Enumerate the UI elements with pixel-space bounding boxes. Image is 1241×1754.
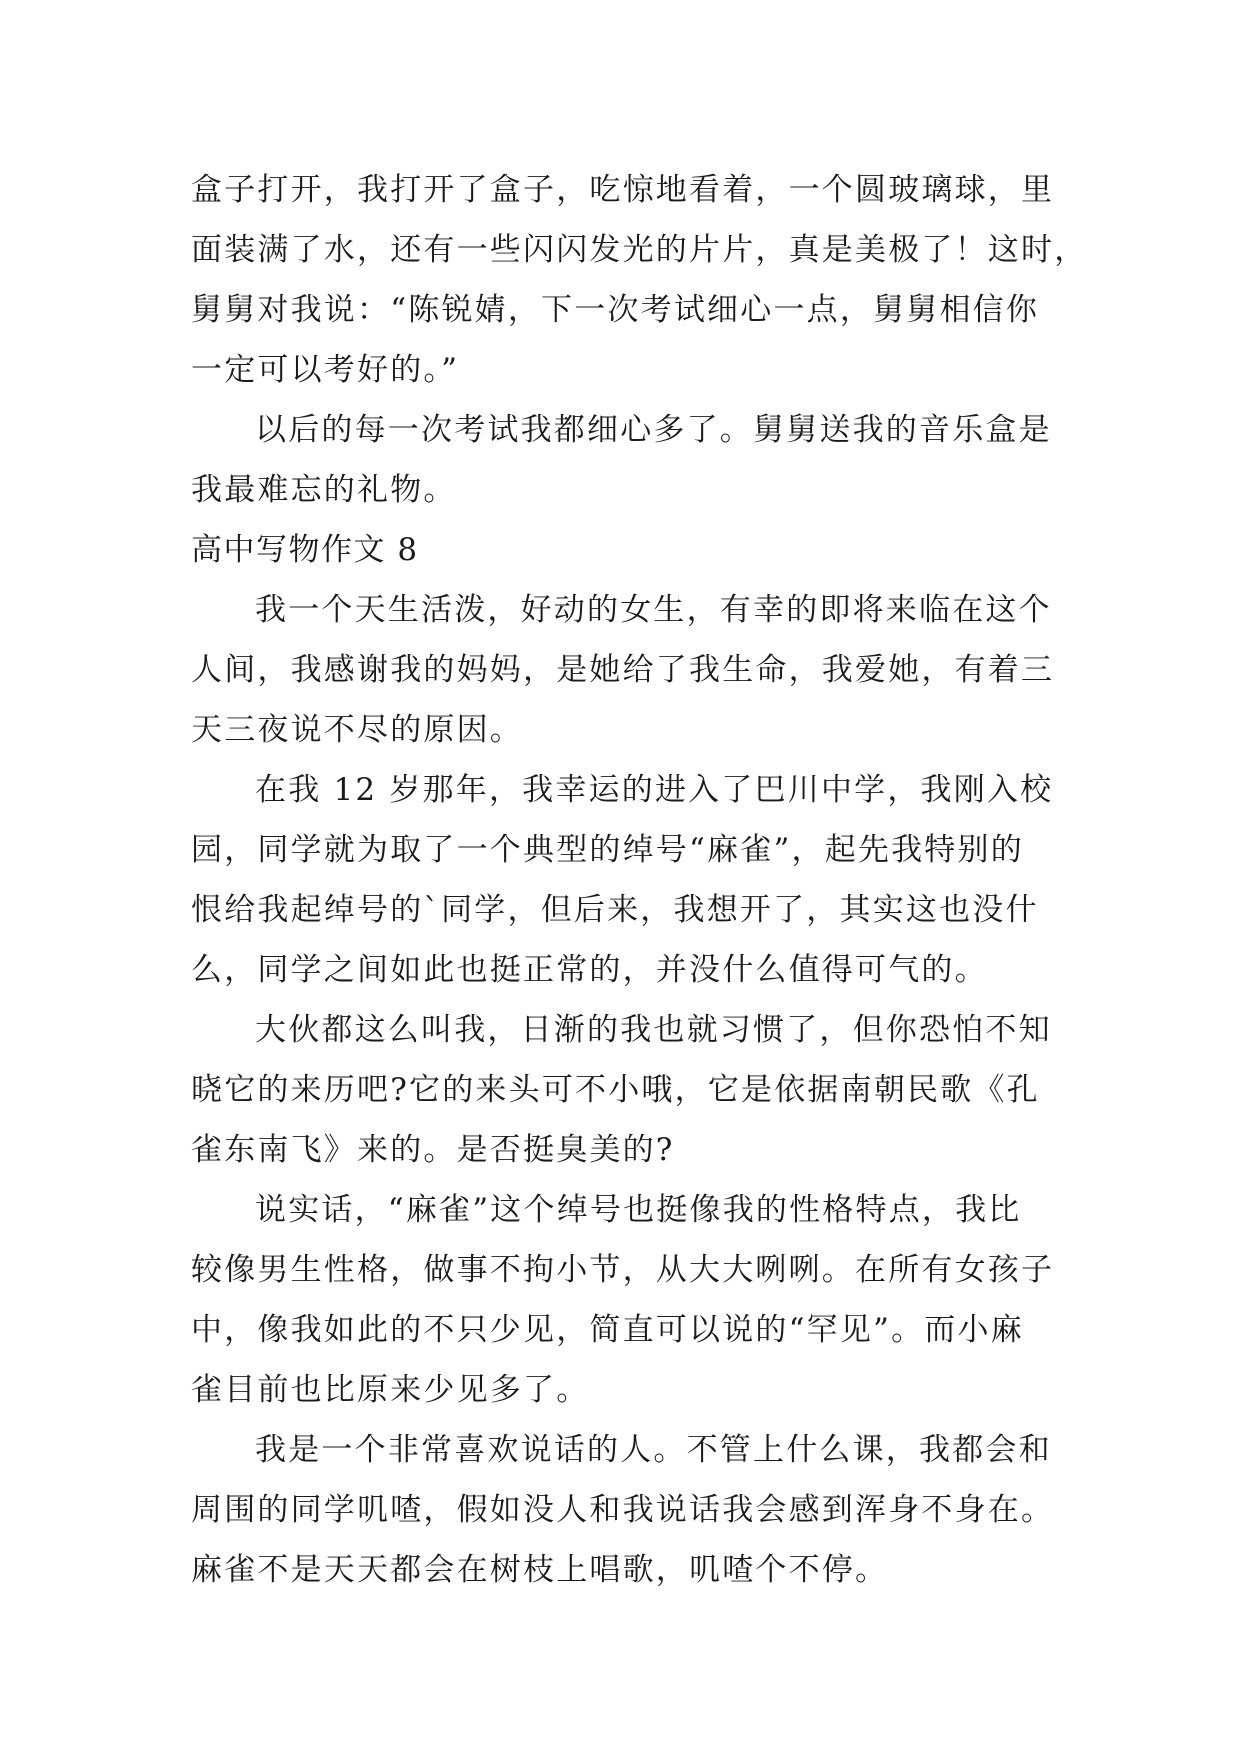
paragraph-first-line: 我是一个非常喜欢说话的人。不管上什么课，我都会和	[255, 1432, 1052, 1468]
text-line: 较像男生性格，做事不拘小节，从大大咧咧。在所有女孩子	[191, 1252, 1055, 1288]
text-line: 中，像我如此的不只少见，简直可以说的“罕见”。而小麻	[191, 1312, 1024, 1348]
text-line: 雀东南飞》来的。是否挺臭美的?	[191, 1132, 675, 1168]
paragraph-first-line: 我一个天生活泼，好动的女生，有幸的即将来临在这个	[255, 592, 1052, 628]
text-line: 晓它的来历吧?它的来头可不小哦，它是依据南朝民歌《孔	[191, 1072, 1040, 1108]
text-line: 盒子打开，我打开了盒子，吃惊地看着，一个圆玻璃球，里	[191, 172, 1055, 208]
text-line: 么，同学之间如此也挺正常的，并没什么值得可气的。	[191, 952, 988, 988]
text-line: 一定可以考好的。”	[191, 352, 460, 388]
text-line: 麻雀不是天天都会在树枝上唱歌，叽喳个不停。	[191, 1552, 889, 1588]
paragraph-first-line: 说实话，“麻雀”这个绰号也挺像我的性格特点，我比	[255, 1192, 1022, 1228]
document-body	[191, 160, 1088, 1600]
text-line: 我最难忘的礼物。	[191, 472, 457, 508]
text-line: 天三夜说不尽的原因。	[191, 712, 523, 748]
text-line: 周围的同学叽喳，假如没人和我说话我会感到浑身不身在。	[191, 1492, 1055, 1528]
section-heading: 高中写物作文 8	[191, 532, 419, 568]
text-line: 恨给我起绰号的`同学，但后来，我想开了，其实这也没什	[191, 892, 1039, 928]
text-line: 雀目前也比原来少见多了。	[191, 1372, 590, 1408]
paragraph-first-line: 在我 12 岁那年，我幸运的进入了巴川中学，我刚入校	[255, 772, 1054, 808]
text-line: 舅舅对我说：“陈锐婧，下一次考试细心一点，舅舅相信你	[191, 292, 1040, 328]
text-line: 面装满了水，还有一些闪闪发光的片片，真是美极了！这时，	[191, 232, 1088, 268]
text-line: 园，同学就为取了一个典型的绰号“麻雀”，起先我特别的	[191, 832, 1024, 868]
paragraph-first-line: 大伙都这么叫我，日渐的我也就习惯了，但你恐怕不知	[255, 1012, 1052, 1048]
text-line: 人间，我感谢我的妈妈，是她给了我生命，我爱她，有着三	[191, 652, 1055, 688]
paragraph-first-line: 以后的每一次考试我都细心多了。舅舅送我的音乐盒是	[255, 412, 1052, 448]
